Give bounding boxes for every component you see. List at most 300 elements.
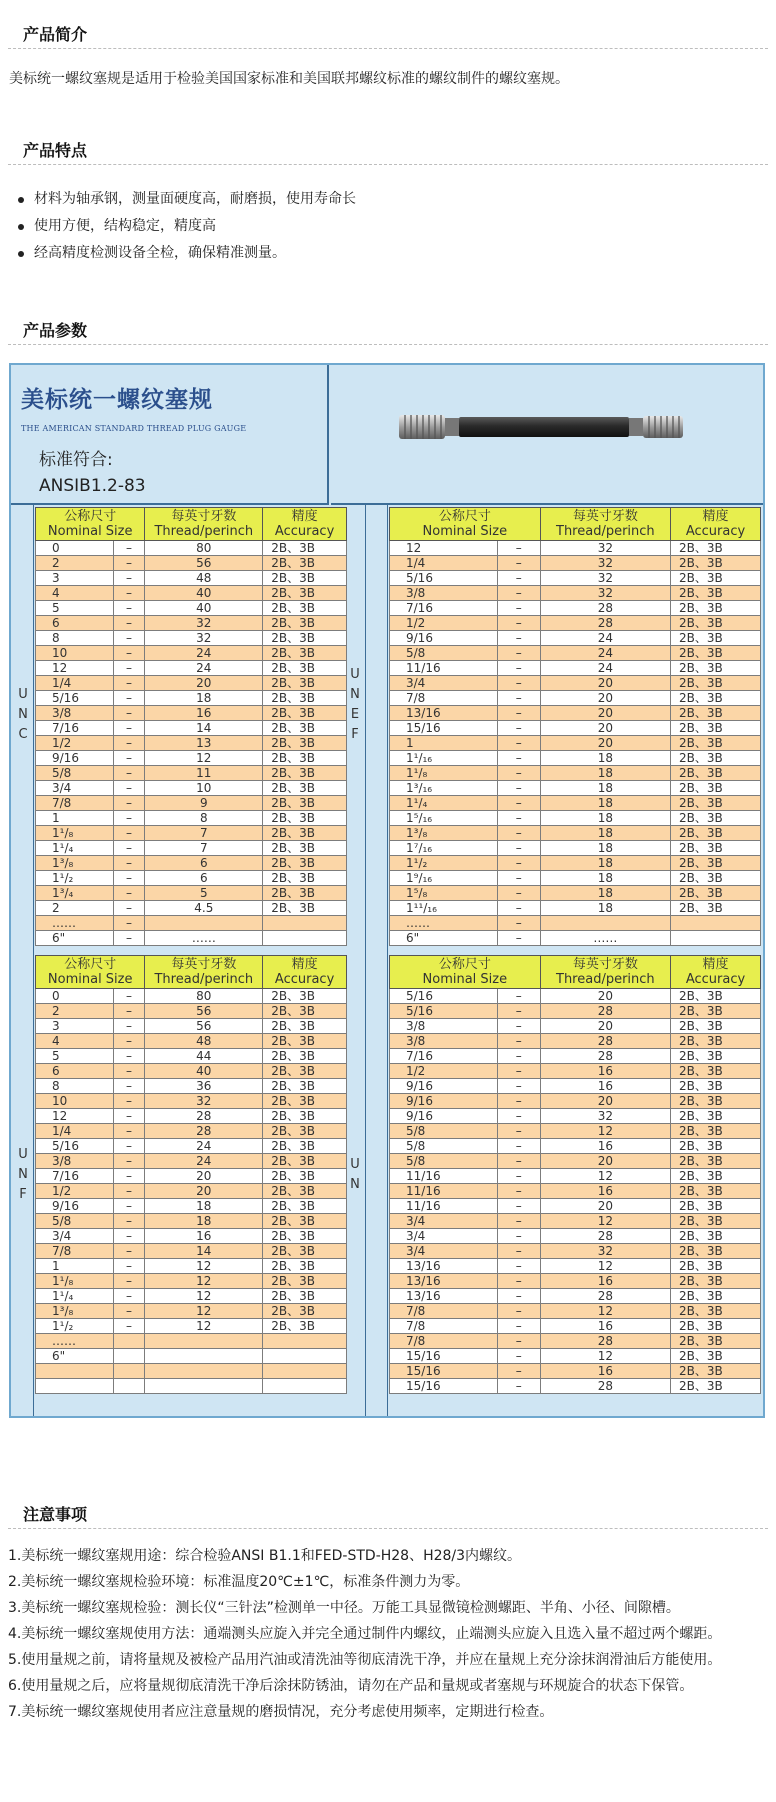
table-cell-dash: – xyxy=(113,661,145,676)
table-cell-tpi: 18 xyxy=(540,826,670,841)
notes-list xyxy=(8,1546,768,1728)
table-cell-size: 3/4 xyxy=(390,1214,498,1229)
table-cell-size: 4 xyxy=(36,586,114,601)
thread-plug-gauge-icon xyxy=(397,407,687,447)
table-cell-dash: – xyxy=(497,601,540,616)
table-cell-dash: – xyxy=(497,841,540,856)
table-cell-acc: 2B、3B xyxy=(671,901,761,916)
table-cell-tpi: 20 xyxy=(540,721,670,736)
table-row xyxy=(390,1289,761,1304)
table-cell-size: 5 xyxy=(36,601,114,616)
table-cell-size: 1⁵/₈ xyxy=(390,886,498,901)
table-row xyxy=(390,1229,761,1244)
table-row xyxy=(390,1274,761,1289)
column-header: 公称尺寸 Nominal Size xyxy=(36,956,145,989)
table-cell-tpi: 16 xyxy=(540,1064,670,1079)
table-row xyxy=(390,1064,761,1079)
table-cell-tpi: 9 xyxy=(145,796,263,811)
standard-value: ANSIB1.2-83 xyxy=(39,476,146,496)
table-row xyxy=(390,721,761,736)
catalog-header xyxy=(11,365,329,505)
table-cell-dash: – xyxy=(113,901,145,916)
table-cell-tpi: 18 xyxy=(540,871,670,886)
table-cell-acc: 2B、3B xyxy=(263,1004,347,1019)
bullet-icon xyxy=(18,251,24,257)
table-cell-tpi: 28 xyxy=(540,1049,670,1064)
table-row xyxy=(390,1049,761,1064)
table-cell-acc: 2B、3B xyxy=(263,1049,347,1064)
table-cell-size: 5/16 xyxy=(390,571,498,586)
table-row xyxy=(390,1169,761,1184)
table-cell-dash: – xyxy=(497,1274,540,1289)
table-cell-acc: 2B、3B xyxy=(671,631,761,646)
table-cell-tpi: 32 xyxy=(540,571,670,586)
table-cell-dash xyxy=(113,1364,145,1379)
table-cell-tpi: 28 xyxy=(540,601,670,616)
table-cell-size: 1¹/₄ xyxy=(36,841,114,856)
table-cell-size: 1/4 xyxy=(36,1124,114,1139)
table-cell-dash: – xyxy=(113,1079,145,1094)
table-row xyxy=(36,541,347,556)
table-cell-dash: – xyxy=(497,1379,540,1394)
table-row xyxy=(390,601,761,616)
table-row xyxy=(36,1244,347,1259)
table-row xyxy=(36,1184,347,1199)
table-cell-tpi: 16 xyxy=(145,1229,263,1244)
table-cell-acc: 2B、3B xyxy=(671,989,761,1004)
table-cell-size: 2 xyxy=(36,556,114,571)
table-cell-tpi: 40 xyxy=(145,1064,263,1079)
table-cell-acc: 2B、3B xyxy=(263,766,347,781)
table-row xyxy=(390,751,761,766)
table-cell-acc: 2B、3B xyxy=(671,796,761,811)
table-cell-tpi: 12 xyxy=(540,1259,670,1274)
table-cell-acc: 2B、3B xyxy=(263,1319,347,1334)
table-cell-dash: – xyxy=(497,751,540,766)
table-cell-tpi: 18 xyxy=(540,886,670,901)
table-cell-acc: 2B、3B xyxy=(263,1244,347,1259)
table-cell-dash: – xyxy=(497,1364,540,1379)
table-cell-tpi: 12 xyxy=(145,1319,263,1334)
table-cell-size: 10 xyxy=(36,1094,114,1109)
table-cell-tpi: 32 xyxy=(540,556,670,571)
table-row xyxy=(36,931,347,946)
table-cell-acc: 2B、3B xyxy=(671,871,761,886)
table-cell-dash: – xyxy=(497,931,540,946)
table-cell-tpi: 12 xyxy=(145,1289,263,1304)
table-cell-tpi: 20 xyxy=(540,676,670,691)
table-cell-dash: – xyxy=(113,571,145,586)
table-cell-size: 13/16 xyxy=(390,1259,498,1274)
table-cell-dash: – xyxy=(113,1319,145,1334)
table-row xyxy=(390,1364,761,1379)
section-title-params: 产品参数 xyxy=(23,321,88,340)
table-row xyxy=(390,781,761,796)
table-cell-tpi: 14 xyxy=(145,1244,263,1259)
table-cell-dash: – xyxy=(497,916,540,931)
table-row xyxy=(36,856,347,871)
table-cell-size: 3/4 xyxy=(36,781,114,796)
table-cell-tpi: 28 xyxy=(540,1004,670,1019)
table-cell-acc: 2B、3B xyxy=(671,601,761,616)
table-row xyxy=(390,1199,761,1214)
table-cell-tpi: 32 xyxy=(145,631,263,646)
table-cell-acc xyxy=(263,1378,347,1393)
table-row xyxy=(36,1034,347,1049)
table-cell-tpi: 28 xyxy=(540,1034,670,1049)
table-row xyxy=(390,811,761,826)
table-cell-tpi: 24 xyxy=(145,1154,263,1169)
table-cell-size: 3/8 xyxy=(36,706,114,721)
table-cell-size: 3/4 xyxy=(390,676,498,691)
table-cell-size xyxy=(36,1378,114,1393)
table-cell-dash: – xyxy=(113,1064,145,1079)
table-cell-acc: 2B、3B xyxy=(671,1244,761,1259)
table-cell-dash: – xyxy=(113,1259,145,1274)
table-cell-tpi xyxy=(540,916,670,931)
table-cell-dash: – xyxy=(113,1034,145,1049)
table-cell-acc: 2B、3B xyxy=(671,1004,761,1019)
table-row xyxy=(390,1319,761,1334)
table-cell-acc: 2B、3B xyxy=(263,751,347,766)
table-cell-acc: 2B、3B xyxy=(263,736,347,751)
table-cell-size: 7/8 xyxy=(390,691,498,706)
table-row xyxy=(36,1094,347,1109)
table-row xyxy=(36,886,347,901)
table-cell-dash: – xyxy=(497,1139,540,1154)
table-cell-tpi: 18 xyxy=(540,766,670,781)
table-cell-tpi: 10 xyxy=(145,781,263,796)
table-row xyxy=(390,646,761,661)
table-cell-acc xyxy=(263,916,347,931)
table-cell-dash: – xyxy=(497,1154,540,1169)
bullet-icon xyxy=(18,224,24,230)
table-row xyxy=(36,661,347,676)
table-row xyxy=(36,1019,347,1034)
table-cell-dash: – xyxy=(113,1049,145,1064)
table-cell-size: 9/16 xyxy=(390,631,498,646)
table-cell-dash: – xyxy=(497,736,540,751)
table-cell-dash: – xyxy=(113,1229,145,1244)
table-cell-size: 11/16 xyxy=(390,1169,498,1184)
table-cell-acc: 2B、3B xyxy=(263,1139,347,1154)
table-cell-tpi: 20 xyxy=(145,1169,263,1184)
table-row xyxy=(390,1139,761,1154)
table-cell-acc: 2B、3B xyxy=(671,1349,761,1364)
table-cell-acc: 2B、3B xyxy=(671,616,761,631)
table-cell-dash: – xyxy=(113,1289,145,1304)
table-cell-size: 7/8 xyxy=(390,1319,498,1334)
table-cell-tpi: 18 xyxy=(540,751,670,766)
table-cell-tpi xyxy=(145,1378,263,1393)
table-cell-tpi: 12 xyxy=(145,751,263,766)
table-cell-size: 7/16 xyxy=(36,721,114,736)
table-row xyxy=(390,631,761,646)
table-cell-dash: – xyxy=(497,1004,540,1019)
table-cell-dash: – xyxy=(113,1304,145,1319)
table-row xyxy=(390,1244,761,1259)
table-cell-tpi: 7 xyxy=(145,841,263,856)
table-cell-acc: 2B、3B xyxy=(671,1304,761,1319)
table-cell-tpi: 40 xyxy=(145,586,263,601)
table-row xyxy=(36,751,347,766)
table-row xyxy=(36,1169,347,1184)
table-cell-tpi: 80 xyxy=(145,989,263,1004)
section-title-features: 产品特点 xyxy=(23,141,88,160)
table-cell-size: 12 xyxy=(36,661,114,676)
table-cell-dash: – xyxy=(113,1169,145,1184)
table-row xyxy=(36,1304,347,1319)
table-cell-acc: 2B、3B xyxy=(263,826,347,841)
table-cell-acc: 2B、3B xyxy=(263,1229,347,1244)
table-cell-tpi: 80 xyxy=(145,541,263,556)
table-cell-tpi: 32 xyxy=(540,1109,670,1124)
table-cell-tpi: 6 xyxy=(145,871,263,886)
table-cell-size: 1³/₁₆ xyxy=(390,781,498,796)
table-cell-dash: – xyxy=(497,1094,540,1109)
table-cell-tpi: 24 xyxy=(540,661,670,676)
table-cell-tpi: 18 xyxy=(540,796,670,811)
table-cell-dash: – xyxy=(113,1019,145,1034)
table-row xyxy=(36,1334,347,1349)
table-cell-dash: – xyxy=(497,1319,540,1334)
table-cell-tpi: 18 xyxy=(540,811,670,826)
table-row xyxy=(36,1274,347,1289)
table-header-row xyxy=(390,508,761,541)
note-item: 4.美标统一螺纹塞规使用方法：通端测头应旋入并完全通过制件内螺纹，止端测头应旋入且选入量不超过两个螺距。 xyxy=(8,1626,722,1642)
table-cell-tpi: 18 xyxy=(145,691,263,706)
table-row xyxy=(390,1304,761,1319)
table-row xyxy=(36,1289,347,1304)
table-cell-tpi: 8 xyxy=(145,811,263,826)
table-cell-dash: – xyxy=(497,1229,540,1244)
table-row xyxy=(36,1049,347,1064)
table-cell-size: 1³/₈ xyxy=(36,1304,114,1319)
column-header: 每英寸牙数 Thread/perinch xyxy=(145,956,263,989)
section-divider xyxy=(8,164,768,165)
table-cell-acc: 2B、3B xyxy=(263,781,347,796)
table-cell-tpi: 18 xyxy=(540,781,670,796)
table-cell-size: 1¹/₈ xyxy=(390,766,498,781)
table-cell-dash: – xyxy=(497,1244,540,1259)
table-row xyxy=(390,856,761,871)
table-cell-dash: – xyxy=(497,1184,540,1199)
table-cell-dash: – xyxy=(113,871,145,886)
table-header-row xyxy=(390,956,761,989)
note-item: 6.使用量规之后，应将量规彻底清洗干净后涂抹防锈油，请勿在产品和量规或者塞规与环规旋合的状态下保管。 xyxy=(8,1678,694,1694)
table-cell-tpi: 6 xyxy=(145,856,263,871)
table-cell-dash: – xyxy=(497,989,540,1004)
table-cell-dash: – xyxy=(113,676,145,691)
table-cell-dash: – xyxy=(113,886,145,901)
table-cell-dash: – xyxy=(113,586,145,601)
column-header: 每英寸牙数 Thread/perinch xyxy=(145,508,263,541)
table-cell-dash: – xyxy=(113,721,145,736)
table-row xyxy=(36,586,347,601)
table-cell-size: 5/8 xyxy=(390,1139,498,1154)
table-cell-dash: – xyxy=(497,1124,540,1139)
table-cell-tpi: 16 xyxy=(540,1184,670,1199)
table-cell-tpi: 18 xyxy=(540,841,670,856)
column-header: 每英寸牙数 Thread/perinch xyxy=(540,956,670,989)
table-row xyxy=(390,1379,761,1394)
table-cell-size: 5/16 xyxy=(36,1139,114,1154)
table-cell-tpi: 20 xyxy=(540,1154,670,1169)
table-cell-size: 1¹/₂ xyxy=(36,871,114,886)
table-cell-tpi xyxy=(145,1364,263,1379)
feature-list xyxy=(14,186,356,267)
table-cell-acc: 2B、3B xyxy=(263,796,347,811)
note-item: 1.美标统一螺纹塞规用途：综合检验ANSI B1.1和FED-STD-H28、H28/3内螺纹。 xyxy=(8,1548,522,1564)
table-cell-size: 7/8 xyxy=(36,796,114,811)
table-row xyxy=(390,916,761,931)
table-cell-tpi: 12 xyxy=(145,1274,263,1289)
table-cell-dash xyxy=(113,1349,145,1364)
table-cell-tpi: 32 xyxy=(540,586,670,601)
table-cell-size: 1 xyxy=(36,1259,114,1274)
table-row xyxy=(36,989,347,1004)
standard-label: 标准符合: xyxy=(39,450,113,470)
table-cell-dash: – xyxy=(497,901,540,916)
table-cell-acc: 2B、3B xyxy=(671,1109,761,1124)
table-cell-size: 8 xyxy=(36,1079,114,1094)
table-cell-dash: – xyxy=(497,856,540,871)
table-cell-size: 1 xyxy=(390,736,498,751)
table-cell-dash: – xyxy=(113,781,145,796)
table-cell-dash: – xyxy=(497,676,540,691)
table-row xyxy=(36,1378,347,1393)
table-cell-tpi: 16 xyxy=(540,1139,670,1154)
table-cell-acc: 2B、3B xyxy=(263,841,347,856)
table-cell-tpi: 32 xyxy=(540,541,670,556)
table-cell-acc: 2B、3B xyxy=(671,1259,761,1274)
column-header: 精度 Accuracy xyxy=(671,956,761,989)
table-cell-dash: – xyxy=(113,766,145,781)
table-cell-size: 3/8 xyxy=(36,1154,114,1169)
table-cell-dash: – xyxy=(497,616,540,631)
table-cell-acc: 2B、3B xyxy=(263,676,347,691)
table-cell-tpi: 28 xyxy=(540,1334,670,1349)
table-cell-acc: 2B、3B xyxy=(671,676,761,691)
table-row xyxy=(390,616,761,631)
table-cell-size: 1¹/₄ xyxy=(36,1289,114,1304)
table-header-row xyxy=(36,956,347,989)
table-cell-tpi: 12 xyxy=(540,1214,670,1229)
table-row xyxy=(390,1034,761,1049)
table-cell-tpi: 18 xyxy=(540,856,670,871)
table-cell-tpi xyxy=(145,1334,263,1349)
column-header: 公称尺寸 Nominal Size xyxy=(36,508,145,541)
table-cell-dash: – xyxy=(497,871,540,886)
table-cell-dash xyxy=(113,1378,145,1393)
table-cell-tpi: 28 xyxy=(540,616,670,631)
table-cell-dash: – xyxy=(497,886,540,901)
table-cell-size: 6 xyxy=(36,1064,114,1079)
table-cell-tpi: 48 xyxy=(145,1034,263,1049)
table-cell-acc: 2B、3B xyxy=(263,1289,347,1304)
table-cell-acc: 2B、3B xyxy=(263,1109,347,1124)
table-row xyxy=(390,841,761,856)
table-cell-dash: – xyxy=(497,1259,540,1274)
table-row xyxy=(390,661,761,676)
table-cell-acc: 2B、3B xyxy=(263,1034,347,1049)
table-cell-acc: 2B、3B xyxy=(671,1334,761,1349)
table-row xyxy=(390,556,761,571)
table-cell-dash: – xyxy=(497,586,540,601)
table-cell-dash: – xyxy=(497,1289,540,1304)
table-cell-size: 13/16 xyxy=(390,1274,498,1289)
table-row xyxy=(36,1109,347,1124)
table-row xyxy=(390,989,761,1004)
table-cell-dash: – xyxy=(113,1154,145,1169)
table-cell-acc: 2B、3B xyxy=(671,1094,761,1109)
table-cell-size: 12 xyxy=(36,1109,114,1124)
table-row xyxy=(36,781,347,796)
table-cell-acc: 2B、3B xyxy=(263,1094,347,1109)
table-cell-dash: – xyxy=(497,721,540,736)
table-row xyxy=(36,1349,347,1364)
panel-divider xyxy=(33,505,34,1416)
table-cell-tpi: 14 xyxy=(145,721,263,736)
table-cell-acc: 2B、3B xyxy=(263,706,347,721)
table-cell-dash: – xyxy=(113,601,145,616)
table-cell-size: 3/8 xyxy=(390,1019,498,1034)
catalog-image xyxy=(9,363,765,1418)
table-cell-acc xyxy=(263,1349,347,1364)
table-cell-acc: 2B、3B xyxy=(671,721,761,736)
table-cell-tpi: 32 xyxy=(145,616,263,631)
spec-table-unf xyxy=(35,955,347,1394)
table-cell-size: 0 xyxy=(36,541,114,556)
table-cell-size: 1³/₈ xyxy=(36,856,114,871)
table-cell-size: 2 xyxy=(36,901,114,916)
table-cell-acc: 2B、3B xyxy=(263,1259,347,1274)
table-row xyxy=(36,706,347,721)
table-cell-tpi: 12 xyxy=(540,1304,670,1319)
table-cell-acc: 2B、3B xyxy=(671,811,761,826)
table-cell-acc: 2B、3B xyxy=(671,1364,761,1379)
table-row xyxy=(36,1199,347,1214)
table-cell-dash: – xyxy=(113,1214,145,1229)
table-cell-size: 15/16 xyxy=(390,1349,498,1364)
table-row xyxy=(390,796,761,811)
table-cell-dash: – xyxy=(497,706,540,721)
table-cell-size: 5/8 xyxy=(390,1124,498,1139)
table-cell-size: 13/16 xyxy=(390,1289,498,1304)
table-cell-size: 10 xyxy=(36,646,114,661)
table-row xyxy=(36,571,347,586)
table-row xyxy=(36,826,347,841)
table-row xyxy=(36,616,347,631)
gauge-photo-area xyxy=(331,365,763,505)
table-cell-dash: – xyxy=(113,1109,145,1124)
table-cell-dash: – xyxy=(497,811,540,826)
table-row xyxy=(36,1319,347,1334)
bullet-icon xyxy=(18,197,24,203)
table-cell-size: 5/8 xyxy=(36,1214,114,1229)
table-cell-tpi: 48 xyxy=(145,571,263,586)
table-cell-dash: – xyxy=(497,646,540,661)
table-row xyxy=(390,1214,761,1229)
table-cell-size: 12 xyxy=(390,541,498,556)
table-row xyxy=(36,1139,347,1154)
table-cell-tpi: 24 xyxy=(540,631,670,646)
table-cell-tpi: 20 xyxy=(540,1199,670,1214)
table-cell-acc: 2B、3B xyxy=(263,1199,347,1214)
table-cell-dash: – xyxy=(113,856,145,871)
catalog-title: 美标统一螺纹塞规 xyxy=(21,386,213,413)
table-cell-acc: 2B、3B xyxy=(671,1289,761,1304)
